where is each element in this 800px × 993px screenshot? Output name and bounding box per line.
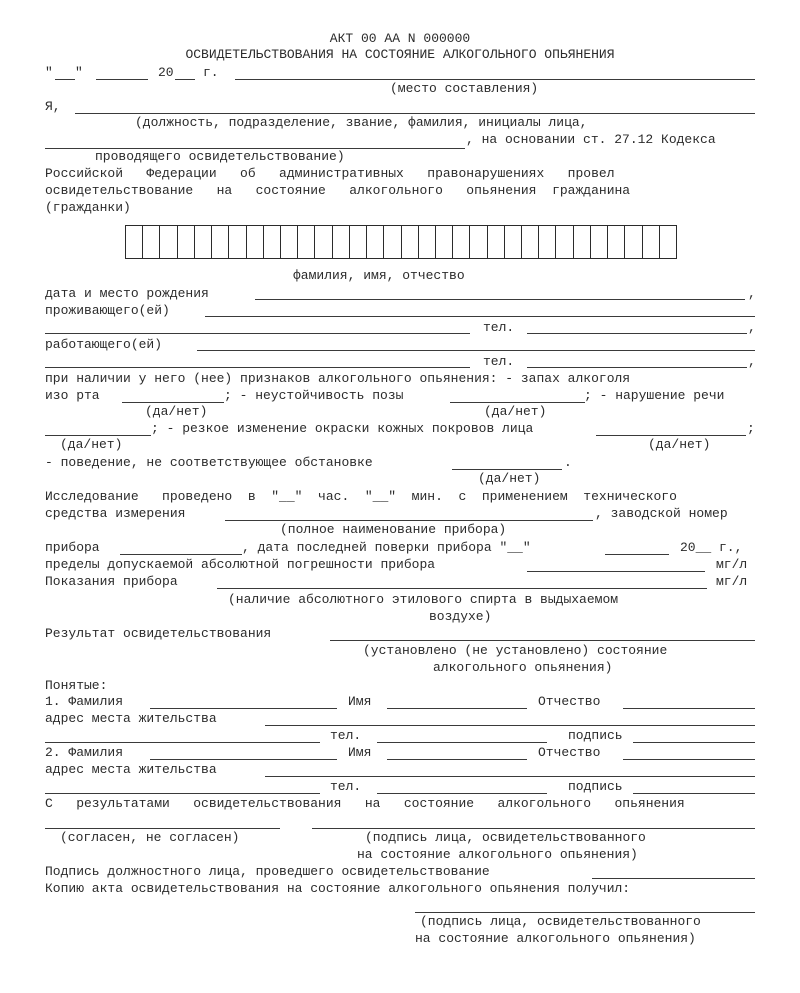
birth-field[interactable]	[255, 299, 745, 300]
result-caption-b: алкогольного опьянения)	[433, 660, 613, 675]
i-label: Я,	[45, 99, 61, 114]
tel-field-2[interactable]	[527, 367, 747, 368]
w2-tel-field[interactable]	[377, 793, 547, 794]
result-label: Результат освидетельствования	[45, 626, 272, 641]
comma-3: ,	[748, 354, 756, 369]
officer-caption: (должность, подразделение, звание, фамилия, инициалы лица,	[135, 115, 588, 130]
w2-name-field[interactable]	[387, 759, 527, 760]
work-field-2[interactable]	[45, 367, 470, 368]
basis-text: , на основании ст. 27.12 Кодекса	[466, 132, 716, 147]
signs-line-2c: ; - нарушение речи	[584, 388, 725, 403]
w1-sign-field[interactable]	[633, 742, 755, 743]
day-field[interactable]	[55, 79, 75, 80]
living-label: проживающего(ей)	[45, 303, 170, 318]
tel-label-1: тел.	[483, 320, 515, 335]
official-sign-field[interactable]	[592, 878, 755, 879]
serial-number-field[interactable]	[120, 554, 242, 555]
w1-address-field[interactable]	[265, 725, 755, 726]
signs-dot: .	[564, 455, 572, 470]
result-caption-a: (установлено (не установлено) состояние	[363, 643, 668, 658]
body-line-b: освидетельствование на состояние алкогольного опьянения гражданина	[45, 183, 631, 198]
witnesses-label: Понятые:	[45, 678, 108, 693]
semi: ;	[747, 421, 755, 436]
signs-line-4: - поведение, не соответствующее обстановке	[45, 455, 373, 470]
yn-caption-1: (да/нет)	[145, 404, 208, 419]
device-line-3b: , дата последней поверки прибора "__"	[242, 540, 531, 555]
w2-sign-label: подпись	[568, 779, 623, 794]
device-line-2a: средства измерения	[45, 506, 186, 521]
w2-name-label: Имя	[348, 745, 372, 760]
result-field[interactable]	[330, 640, 755, 641]
signs-line-1: при наличии у него (нее) признаков алкогольного опьянения: - запах алкоголя	[45, 371, 631, 386]
error-field[interactable]	[527, 571, 705, 572]
reading-field[interactable]	[217, 588, 707, 589]
reading-caption-a: (наличие абсолютного этилового спирта в выдыхаемом	[228, 592, 619, 607]
w1-name-field[interactable]	[387, 708, 527, 709]
name-caption: фамилия, имя, отчество	[293, 268, 465, 283]
reading-caption-b: воздухе)	[429, 609, 492, 624]
year-suffix: г.	[203, 65, 219, 80]
name-letter-boxes[interactable]	[125, 225, 677, 259]
skin-field[interactable]	[596, 435, 746, 436]
signs-line-3: ; - резкое изменение окраски кожных покровов лица	[151, 421, 534, 436]
w1-address-label: адрес места жительства	[45, 711, 217, 726]
act-title: АКТ 00 АА N 000000	[329, 31, 471, 46]
signs-line-2b: ; - неустойчивость позы	[224, 388, 404, 403]
date-quote-open: "	[45, 65, 53, 80]
w2-sign-field[interactable]	[633, 793, 755, 794]
act-subtitle: ОСВИДЕТЕЛЬСТВОВАНИЯ НА СОСТОЯНИЕ АЛКОГОЛЬНОГО ОПЬЯНЕНИЯ	[185, 47, 615, 62]
results-line: С результатами освидетельствования на состояние алкогольного опьянения	[45, 796, 685, 811]
work-field[interactable]	[197, 350, 755, 351]
behaviour-field[interactable]	[452, 469, 562, 470]
yn-caption-3: (да/нет)	[60, 437, 123, 452]
w1-tel-field[interactable]	[377, 742, 547, 743]
date-quote-close: "	[75, 65, 83, 80]
yn-caption-2: (да/нет)	[484, 404, 547, 419]
w2-surname-field[interactable]	[150, 759, 337, 760]
w2-address-field-2[interactable]	[45, 793, 320, 794]
w2-tel-label: тел.	[330, 779, 362, 794]
w2-address-field[interactable]	[265, 776, 755, 777]
device-caption: (полное наименование прибора)	[280, 522, 507, 537]
comma-1: ,	[748, 286, 756, 301]
unit-1: мг/л	[716, 557, 748, 572]
final-sign-caption-b: на состояние алкогольного опьянения)	[415, 931, 696, 946]
body-line-c: (гражданки)	[45, 200, 131, 215]
living-field[interactable]	[205, 316, 755, 317]
alcohol-smell-field[interactable]	[122, 402, 224, 403]
w2-patronymic-field[interactable]	[623, 759, 755, 760]
agree-field[interactable]	[45, 828, 280, 829]
w1-surname-label: 1. Фамилия	[45, 694, 124, 709]
w1-patronymic-label: Отчество	[538, 694, 601, 709]
w2-address-label: адрес места жительства	[45, 762, 217, 777]
signs-line-2a: изо рта	[45, 388, 100, 403]
work-label: работающего(ей)	[45, 337, 163, 352]
w1-address-field-2[interactable]	[45, 742, 320, 743]
final-sign-caption-a: (подпись лица, освидетельствованного	[420, 914, 701, 929]
comma-2: ,	[748, 320, 756, 335]
w2-patronymic-label: Отчество	[538, 745, 601, 760]
person-sign-field[interactable]	[312, 828, 755, 829]
person-sign-caption-a: (подпись лица, освидетельствованного	[365, 830, 646, 845]
agree-caption: (согласен, не согласен)	[60, 830, 240, 845]
place-caption: (место составления)	[390, 81, 539, 96]
device-line-3a: прибора	[45, 540, 100, 555]
yn-caption-5: (да/нет)	[478, 471, 541, 486]
living-field-2[interactable]	[45, 333, 470, 334]
w1-tel-label: тел.	[330, 728, 362, 743]
year-field[interactable]	[175, 79, 195, 80]
device-line-3c: 20__ г.,	[680, 540, 743, 555]
place-field[interactable]	[235, 79, 755, 80]
year-prefix: 20	[158, 65, 174, 80]
official-sign-label: Подпись должностного лица, проведшего освидетельствование	[45, 864, 490, 879]
device-line-4a: пределы допускаемой абсолютной погрешности прибора	[45, 557, 436, 572]
month-field[interactable]	[96, 79, 148, 80]
device-line-5a: Показания прибора	[45, 574, 178, 589]
verify-month-field[interactable]	[605, 554, 669, 555]
birth-label: дата и место рождения	[45, 286, 209, 301]
unit-2: мг/л	[716, 574, 748, 589]
w1-patronymic-field[interactable]	[623, 708, 755, 709]
officer-caption-2: проводящего освидетельствование)	[95, 149, 345, 164]
speech-field[interactable]	[45, 435, 151, 436]
yn-caption-4: (да/нет)	[648, 437, 711, 452]
final-sign-field[interactable]	[415, 912, 755, 913]
w1-surname-field[interactable]	[150, 708, 337, 709]
w1-sign-label: подпись	[568, 728, 623, 743]
w2-surname-label: 2. Фамилия	[45, 745, 124, 760]
pose-field[interactable]	[450, 402, 585, 403]
device-line-1: Исследование проведено в "__" час. "__" мин. с применением технического	[45, 489, 677, 504]
device-line-2b: , заводской номер	[595, 506, 728, 521]
person-sign-caption-b: на состояние алкогольного опьянения)	[357, 847, 638, 862]
copy-received-label: Копию акта освидетельствования на состояние алкогольного опьянения получил:	[45, 881, 631, 896]
tel-label-2: тел.	[483, 354, 515, 369]
tel-field-1[interactable]	[527, 333, 747, 334]
device-name-field[interactable]	[225, 520, 593, 521]
officer-field[interactable]	[75, 113, 755, 114]
w1-name-label: Имя	[348, 694, 372, 709]
body-line-a: Российской Федерации об административных правонарушениях провел	[45, 166, 615, 181]
